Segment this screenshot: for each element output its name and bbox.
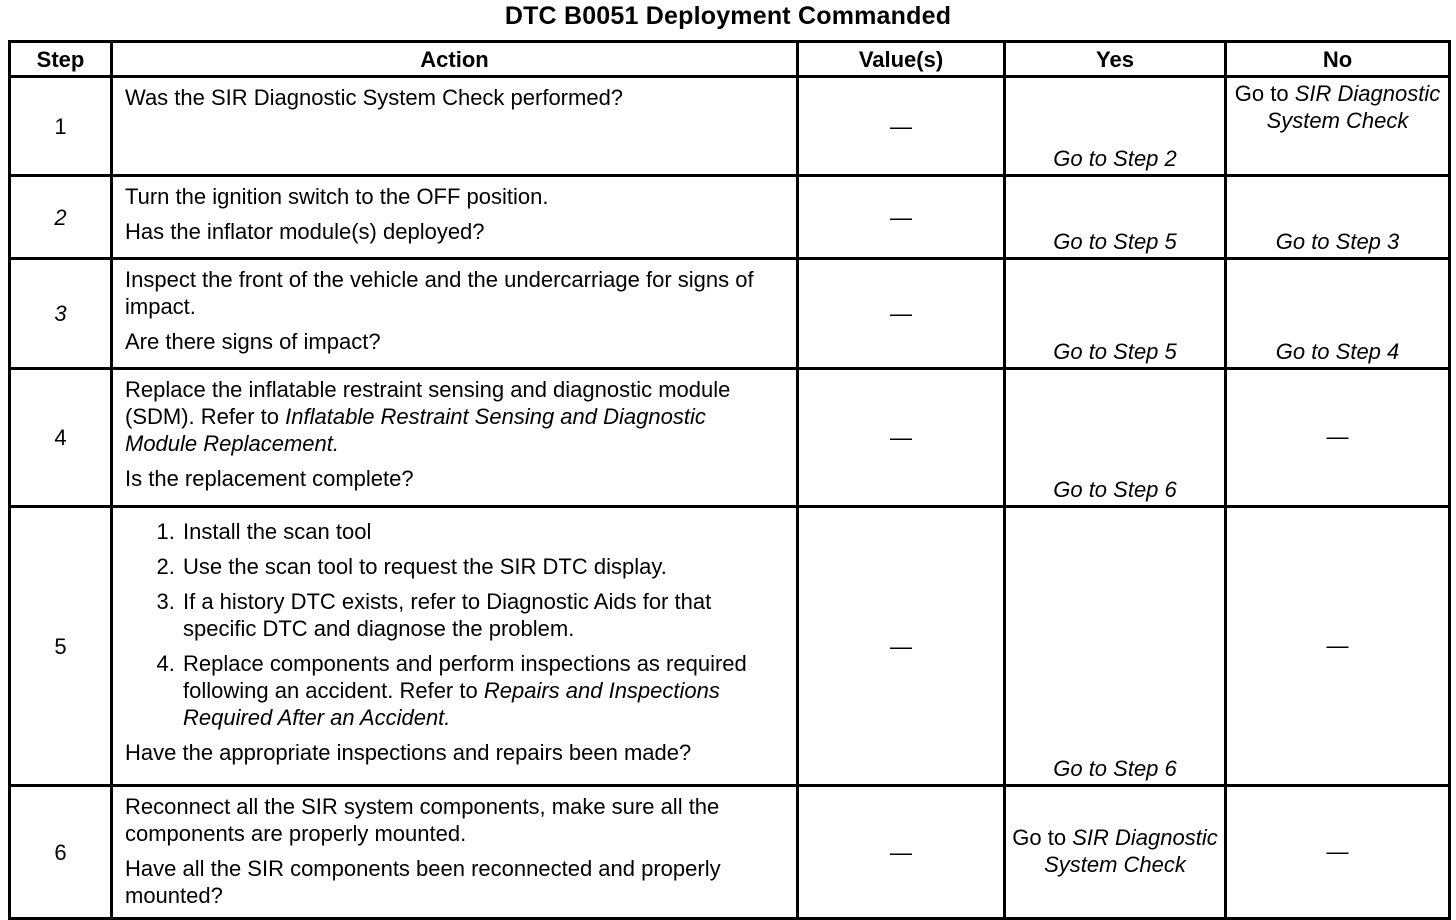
action-cell xyxy=(112,176,798,259)
step-number: 4 xyxy=(10,369,112,507)
action-reference-link[interactable]: Inflatable Restraint Sensing and Diagnostic Module Replacement xyxy=(125,404,706,456)
header-values: Value(s) xyxy=(798,42,1005,77)
table-header-row xyxy=(10,42,1450,77)
no-cell: — xyxy=(1226,369,1450,507)
list-item: 2. Use the scan tool to request the SIR DTC display. xyxy=(181,553,784,580)
action-cell xyxy=(112,77,798,176)
action-instruction xyxy=(125,376,784,457)
action-question: Is the replacement complete? xyxy=(125,466,414,491)
step-number: 5 xyxy=(10,507,112,786)
no-cell[interactable] xyxy=(1226,77,1450,176)
value-cell: — xyxy=(798,259,1005,369)
action-question: Are there signs of impact? xyxy=(125,329,381,354)
page-title: DTC B0051 Deployment Commanded xyxy=(504,2,952,30)
list-item-text: Replace components and perform inspections as required following an accident. Refer to xyxy=(183,651,747,703)
list-item: 3. If a history DTC exists, refer to Diagnostic Aids for that specific DTC and diagnose the problem. xyxy=(181,588,784,642)
action-instruction: Reconnect all the SIR system components, make sure all the components are properly mounted. xyxy=(125,794,720,846)
header-step: Step xyxy=(10,42,112,77)
yes-link[interactable]: SIR Diagnostic System Check xyxy=(1044,825,1218,877)
no-cell[interactable]: Go to Step 3 xyxy=(1226,176,1450,259)
table-row xyxy=(10,77,1450,176)
action-cell xyxy=(112,259,798,369)
list-item-end: . xyxy=(444,705,451,730)
list-item xyxy=(181,650,784,731)
table-row xyxy=(10,176,1450,259)
no-cell[interactable]: Go to Step 4 xyxy=(1226,259,1450,369)
action-instruction: Inspect the front of the vehicle and the undercarriage for signs of impact. xyxy=(125,267,754,319)
action-cell xyxy=(112,369,798,507)
value-cell: — xyxy=(798,786,1005,919)
no-link[interactable]: SIR Diagnostic System Check xyxy=(1266,81,1441,133)
action-cell xyxy=(112,507,798,786)
no-prefix: Go to xyxy=(1234,81,1295,106)
step-number xyxy=(10,259,112,369)
yes-cell[interactable]: Go to Step 6 xyxy=(1005,369,1226,507)
value-cell: — xyxy=(798,369,1005,507)
yes-cell[interactable]: Go to Step 5 xyxy=(1005,176,1226,259)
header-yes: Yes xyxy=(1005,42,1226,77)
value-cell: — xyxy=(798,176,1005,259)
action-cell xyxy=(112,786,798,919)
action-question: Have the appropriate inspections and repairs been made? xyxy=(125,740,692,765)
value-cell: — xyxy=(798,77,1005,176)
action-question: Have all the SIR components been reconnected and properly mounted? xyxy=(125,856,721,908)
yes-prefix: Go to xyxy=(1012,825,1073,850)
action-question: Was the SIR Diagnostic System Check performed? xyxy=(125,85,624,110)
action-text: Replace the inflatable restraint sensing and diagnostic module (SDM). Refer to xyxy=(125,377,731,429)
yes-cell[interactable]: Go to Step 5 xyxy=(1005,259,1226,369)
diagnostic-table xyxy=(8,40,1451,920)
step-number: 6 xyxy=(10,786,112,919)
table-row xyxy=(10,786,1450,919)
table-row xyxy=(10,259,1450,369)
no-cell: — xyxy=(1226,507,1450,786)
table-row xyxy=(10,369,1450,507)
step-number: 1 xyxy=(10,77,112,176)
table-row xyxy=(10,507,1450,786)
procedure-list xyxy=(125,518,784,731)
yes-cell[interactable]: Go to Step 6 xyxy=(1005,507,1226,786)
step-number-text: 3 xyxy=(54,301,67,326)
header-no: No xyxy=(1226,42,1450,77)
value-cell: — xyxy=(798,507,1005,786)
step-number-text: 2 xyxy=(54,204,67,230)
yes-cell[interactable] xyxy=(1005,786,1226,919)
action-instruction: Turn the ignition switch to the OFF position. xyxy=(125,184,549,209)
action-end: . xyxy=(332,431,340,456)
action-question: Has the inflator module(s) deployed? xyxy=(125,219,485,244)
yes-cell[interactable]: Go to Step 2 xyxy=(1005,77,1226,176)
list-item: 1. Install the scan tool xyxy=(181,518,784,545)
no-cell: — xyxy=(1226,786,1450,919)
step-number xyxy=(10,176,112,259)
list-item-reference-link[interactable]: Repairs and Inspections Required After an Accident xyxy=(183,678,720,730)
header-action: Action xyxy=(112,42,798,77)
